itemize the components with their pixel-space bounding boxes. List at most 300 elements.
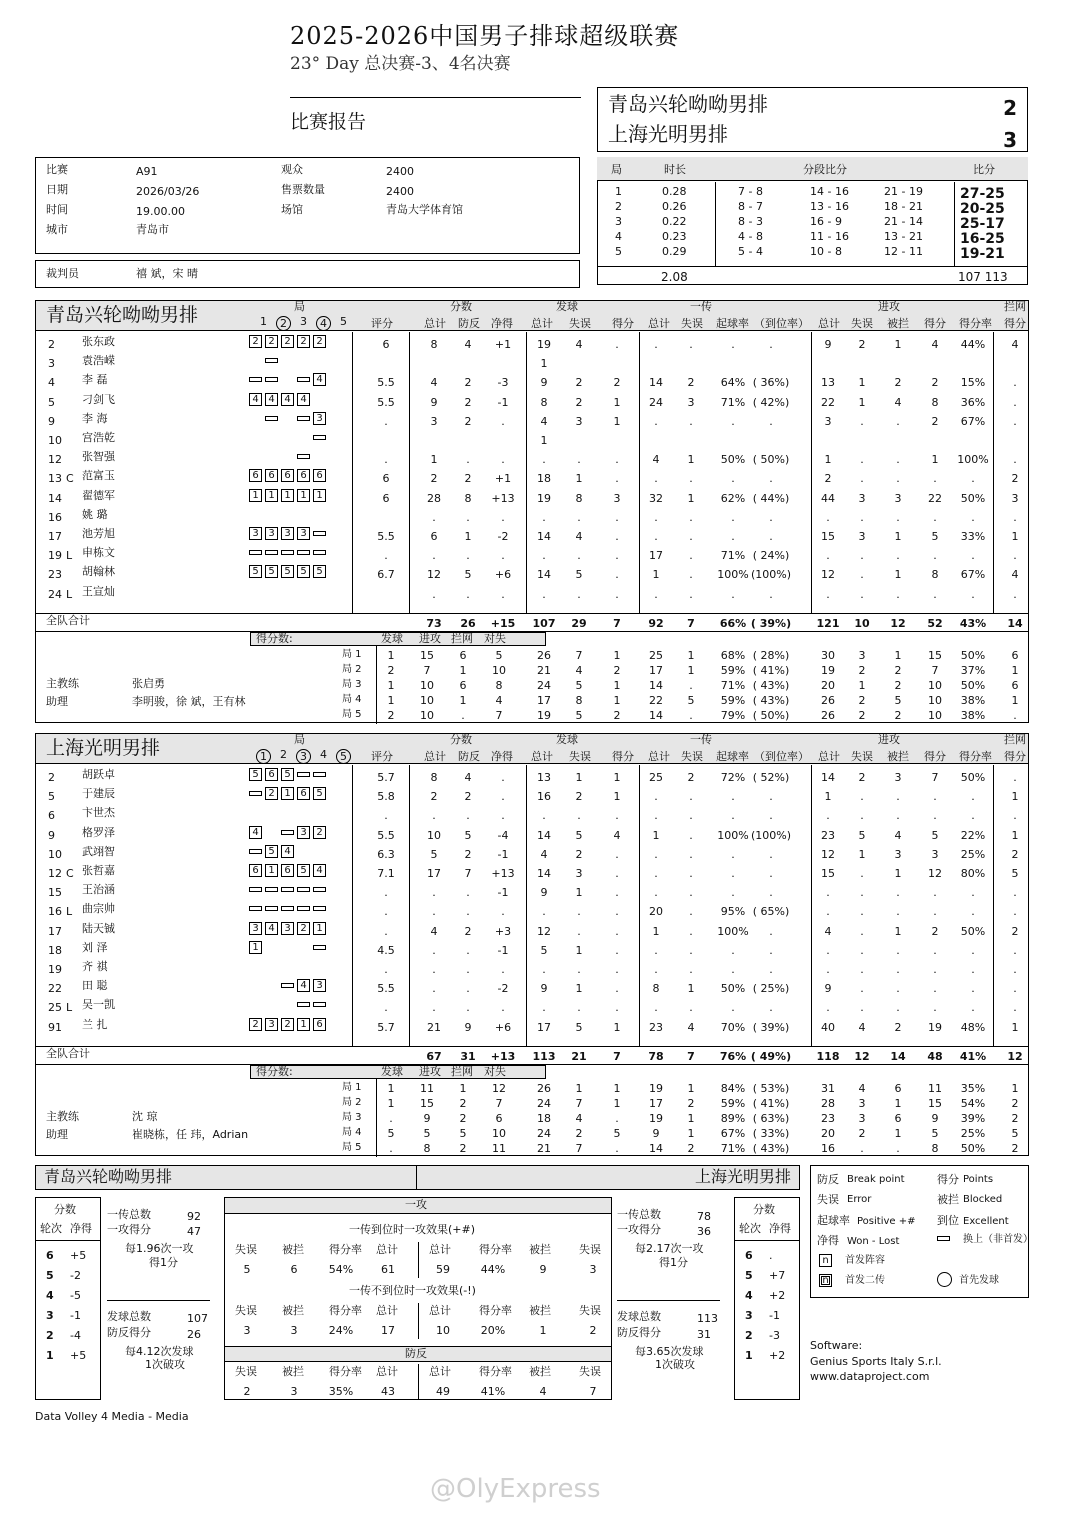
stat-bp-pts: 31: [697, 1328, 711, 1341]
total-at: 118: [816, 1050, 840, 1063]
stat-at: .: [826, 587, 830, 601]
stat-ab: .: [896, 982, 900, 996]
stat-bp: 2: [464, 847, 472, 861]
stat-sp: .: [615, 982, 619, 996]
set-partial-2: 10 - 8: [810, 245, 842, 258]
stat-at: 23: [821, 828, 835, 842]
stat-rt: 23: [649, 1020, 663, 1034]
set-stat-rpos: 59%: [720, 1097, 746, 1110]
stat-st: .: [542, 510, 546, 524]
total-sp: 7: [613, 1050, 621, 1063]
software-url: www.dataproject.com: [810, 1370, 930, 1383]
total-pt: 67: [426, 1050, 442, 1063]
legend-starter: 首发阵容: [845, 1255, 885, 1266]
label-spectators: 观众: [281, 163, 303, 176]
set-number-head: 3: [300, 315, 307, 328]
stat-bk: .: [1013, 395, 1017, 409]
player-name: 张东政: [82, 335, 115, 348]
set-partial-2: 14 - 16: [810, 185, 849, 198]
stat-st: 1: [540, 357, 548, 371]
player-number: 18: [48, 943, 62, 957]
assistant-label: 助理: [46, 1128, 68, 1141]
rotation-net: -2: [70, 1269, 81, 1282]
set-stat-se: 7: [575, 1142, 583, 1155]
sub-marker-icon: [313, 772, 326, 777]
total-se: 29: [571, 617, 587, 630]
set-stat-st: 26: [537, 649, 551, 662]
player-role: C: [66, 472, 74, 486]
stat-net: .: [501, 587, 505, 601]
set-opp-err: 5: [495, 649, 503, 662]
set-score: 27-25: [960, 186, 1005, 202]
stat-rt: .: [654, 943, 658, 957]
fa-value: 35%: [328, 1385, 354, 1398]
stat-bp: 2: [464, 790, 472, 804]
assistant-names: 崔晓栋，任 玮，Adrian: [132, 1128, 249, 1141]
stat-at: 44: [821, 491, 835, 505]
starting-position-box: 1: [249, 941, 262, 954]
starting-position-box: 5: [249, 768, 262, 781]
legend-setter: 首发二传: [845, 1275, 885, 1286]
player-number: 17: [48, 530, 62, 543]
set-stat-sp: 1: [613, 679, 621, 692]
player-sets: [249, 354, 329, 370]
stat-bp: 7: [464, 867, 472, 880]
head-rc-err: 失误: [681, 317, 703, 330]
fa-value: 41%: [480, 1385, 506, 1398]
set-block-pts: 6: [459, 679, 467, 692]
fa-head: 失误: [235, 1365, 257, 1378]
sub-marker-icon: [281, 887, 294, 892]
rotation-number: 3: [745, 1309, 753, 1322]
stat-ae: .: [860, 510, 864, 524]
total-rt: 78: [648, 1050, 664, 1063]
page-subtitle: 23° Day 总决赛-3、4名决赛: [290, 54, 511, 74]
stat-ap: 12: [928, 867, 942, 880]
stat-r: 5.7: [377, 1020, 395, 1034]
points-head-serve: 发球: [381, 1065, 403, 1078]
set-block-pts: 1: [459, 664, 467, 677]
stat-bp: 2: [464, 924, 472, 938]
stat-rpos: .: [731, 1001, 735, 1015]
player-sets: [249, 469, 329, 482]
set-empty: [281, 960, 294, 973]
set-stat-sp: 1: [613, 649, 621, 662]
head-at-pts: 得分: [924, 750, 946, 763]
head-attack: 进攻: [878, 733, 900, 746]
set-duration: 0.22: [662, 215, 687, 228]
set-stat-rpos: 59%: [720, 694, 746, 707]
stat-ap: .: [933, 963, 937, 976]
set-empty: [249, 998, 262, 1011]
set-stat-rt: 9: [652, 1127, 660, 1140]
rotation-number: 1: [745, 1349, 753, 1362]
set-partial-3: 21 - 14: [884, 215, 923, 228]
fa-head: 总计: [429, 1304, 451, 1317]
set-serve-pts: 1: [387, 694, 395, 707]
player-name: 宫浩乾: [82, 431, 115, 444]
stat-ae: 2: [858, 338, 866, 351]
set-attack-pts: 11: [420, 1082, 434, 1095]
stat-st: 1: [540, 434, 548, 447]
points-head-attack: 进攻: [419, 632, 441, 645]
stat-rexc: .: [769, 809, 773, 823]
sets-head-partial: 分段比分: [803, 163, 847, 176]
starting-position-box: 6: [265, 469, 278, 482]
set-opp-err: 10: [492, 1127, 506, 1140]
starting-position-box: 1: [297, 1018, 310, 1031]
set-empty: [281, 450, 294, 463]
sub-marker-icon: [265, 416, 278, 421]
summary-team1: 青岛兴轮呦呦男排: [44, 1167, 173, 1186]
set-stat-apct: 37%: [960, 664, 986, 677]
set-stat-at: 20: [821, 679, 835, 692]
player-role: L: [66, 905, 73, 919]
sub-marker-icon: [313, 887, 326, 892]
stat-r: .: [384, 905, 388, 919]
stat-apct: 67%: [960, 414, 986, 428]
set-stat-st: 19: [537, 709, 551, 722]
player-name: 吴一凯: [82, 998, 115, 1012]
stat-ae: .: [860, 886, 864, 900]
set-empty: [281, 354, 294, 367]
stat-st: 9: [540, 982, 548, 996]
points-head-block: 拦网: [451, 1065, 473, 1078]
stat-rpos: 100%: [717, 568, 749, 582]
stat-fa-pts-label: 一攻得分: [617, 1223, 661, 1236]
set-empty: [265, 826, 278, 839]
stat-rt: .: [654, 530, 658, 543]
set-serve-pts: 5: [387, 1127, 395, 1140]
sub-marker-icon: [313, 906, 326, 911]
set-empty: [249, 354, 262, 367]
set-score: 20-25: [960, 201, 1005, 217]
stat-net: +6: [494, 568, 512, 582]
stat-ab: 1: [894, 338, 902, 351]
stat-rexc: ( 25%): [752, 982, 790, 996]
stat-net: +1: [494, 338, 512, 351]
fa-head: 被拦: [282, 1365, 304, 1378]
set-stat-ab: .: [896, 1142, 900, 1155]
stat-bk: 4: [1011, 338, 1019, 351]
watermark: @OlyExpress: [430, 1474, 601, 1504]
fa-value: 49: [436, 1385, 450, 1398]
stat-ap: 8: [931, 568, 939, 582]
player-name: 刁剑飞: [82, 392, 115, 406]
set-block-pts: 1: [459, 1082, 467, 1095]
stat-re: .: [689, 809, 693, 823]
player-row: [36, 488, 1028, 510]
total-pt: 73: [426, 617, 442, 630]
set-number-head: 4: [320, 748, 327, 761]
sub-marker-icon: [249, 849, 262, 854]
player-row: [36, 565, 1028, 586]
set-stat-ae: 2: [858, 664, 866, 677]
head-at-err: 失误: [851, 317, 873, 330]
stat-bp-ratio: 每3.65次发球: [635, 1345, 704, 1358]
stat-bk: .: [1013, 886, 1017, 900]
set-opp-err: 12: [492, 1082, 506, 1095]
stat-r: 6: [382, 472, 390, 486]
set-empty: [297, 941, 310, 954]
sub-marker-icon: [313, 550, 326, 555]
stat-ae: .: [860, 905, 864, 919]
set-number: 2: [615, 200, 622, 213]
stat-bp: 1: [464, 530, 472, 543]
set-stat-st: 24: [537, 1127, 551, 1140]
player-number: 13: [48, 472, 62, 486]
footer-text: Data Volley 4 Media - Media: [35, 1410, 189, 1423]
stat-at: 3: [824, 414, 832, 428]
set-serve-pts: 2: [387, 664, 395, 677]
value-match: A91: [136, 165, 158, 178]
legend-net-en: Won - Lost: [847, 1236, 900, 1247]
head-pt-net: 净得: [491, 317, 513, 330]
value-time: 19.00.00: [136, 205, 185, 218]
fa-title: 一攻: [405, 1198, 427, 1211]
stat-bk: .: [1013, 376, 1017, 390]
sub-marker-icon: [265, 550, 278, 555]
stat-st: .: [542, 809, 546, 823]
stat-ae: .: [860, 943, 864, 957]
stat-rexc: (100%): [750, 568, 792, 582]
stat-r: .: [384, 549, 388, 563]
set-stat-sp: 2: [613, 664, 621, 677]
stat-at: 12: [821, 847, 835, 861]
player-sets: [249, 546, 329, 559]
stat-ae: 5: [858, 828, 866, 842]
stat-at: .: [826, 886, 830, 900]
sub-marker-icon: [313, 1002, 326, 1007]
stat-rexc: ( 52%): [752, 771, 790, 784]
set-stat-bk: 2: [1011, 1097, 1019, 1110]
player-row: [36, 584, 1028, 606]
set-stat-rexc: ( 63%): [752, 1112, 790, 1125]
stat-sp: 4: [613, 828, 621, 842]
stat-st: 18: [537, 472, 551, 486]
set-partial-3: 21 - 19: [884, 185, 923, 198]
fa-negative-label: 一传不到位时一攻效果(-!): [349, 1284, 476, 1297]
legend-pts: 得分: [937, 1173, 959, 1186]
set-row-label: 局 5: [342, 1142, 362, 1153]
sub-marker-icon: [265, 358, 278, 363]
stat-ab: .: [896, 905, 900, 919]
player-sets: [249, 393, 329, 409]
stat-apct: .: [971, 587, 975, 601]
set-stat-rpos: 84%: [720, 1082, 746, 1095]
stat-se: .: [577, 453, 581, 467]
stat-pt: .: [432, 982, 436, 996]
set-serve-pts: 2: [387, 709, 395, 722]
stat-rec-total: 78: [697, 1210, 711, 1223]
team-total-label: 全队合计: [46, 1047, 90, 1060]
stat-rpos: .: [731, 809, 735, 823]
coach-name: 沈 琼: [132, 1110, 158, 1123]
starting-position-box: 1: [265, 864, 278, 877]
sub-marker-icon: [297, 377, 310, 382]
sets-total-points: 107 113: [958, 270, 1008, 284]
set-number-head: 2: [276, 316, 291, 331]
player-row: [36, 527, 1028, 548]
stat-re: 1: [687, 453, 695, 467]
set-stat-apct: 35%: [960, 1082, 986, 1095]
stat-apct: .: [971, 905, 975, 919]
stat-at: 12: [821, 568, 835, 582]
player-row: [36, 806, 1028, 827]
rotation-box: [734, 1197, 800, 1400]
stat-pt: .: [432, 905, 436, 919]
head-sv-total: 总计: [531, 317, 553, 330]
stat-bk: 5: [1011, 867, 1019, 880]
stat-re: .: [689, 338, 693, 351]
head-pt-net: 净得: [491, 750, 513, 763]
stat-ab: 1: [894, 568, 902, 582]
set-partial-1: 8 - 7: [738, 200, 763, 213]
player-number: 4: [48, 376, 55, 390]
stat-ap: 22: [928, 491, 942, 505]
set-stat-rt: 25: [649, 649, 663, 662]
stat-ab: .: [896, 587, 900, 601]
player-sets: [249, 508, 329, 524]
starting-position-box: 2: [265, 335, 278, 348]
set-duration: 0.28: [662, 185, 687, 198]
set-stat-ap: 10: [928, 709, 942, 722]
sub-marker-icon: [297, 772, 310, 777]
set-stat-ab: 2: [894, 709, 902, 722]
stat-re: .: [689, 905, 693, 919]
stat-ae: .: [860, 568, 864, 582]
stat-ap: .: [933, 1001, 937, 1015]
fa-value: 2: [589, 1324, 597, 1337]
stat-se: .: [577, 1001, 581, 1015]
stat-rt: 1: [652, 924, 660, 938]
stat-at: 14: [821, 771, 835, 784]
stat-pt: 5: [430, 847, 438, 861]
head-sv-err: 失误: [569, 317, 591, 330]
player-sets: [249, 489, 329, 502]
stat-apct: 100%: [957, 453, 989, 467]
set-partial-1: 4 - 8: [738, 230, 763, 243]
set-empty: [313, 393, 326, 406]
set-stat-ae: 3: [858, 1097, 866, 1110]
stat-at: 2: [824, 472, 832, 486]
stat-pt: .: [432, 809, 436, 823]
set-stat-ab: 6: [894, 1082, 902, 1095]
fa-head: 被拦: [282, 1243, 304, 1256]
set-empty: [313, 585, 326, 598]
sub-marker-icon: [313, 531, 326, 536]
set-stat-ap: 11: [928, 1082, 942, 1095]
starting-position-box: 3: [249, 527, 262, 540]
fa-positive-label: 一传到位时一攻效果(+#): [349, 1223, 476, 1236]
player-sets: [249, 373, 329, 389]
fa-head: 得分率: [329, 1365, 362, 1378]
total-apct: 41%: [959, 1050, 987, 1063]
stat-at: .: [826, 510, 830, 524]
head-at-err: 失误: [851, 750, 873, 763]
stat-re: .: [689, 530, 693, 543]
set-stat-bk: .: [1013, 709, 1017, 722]
stat-ap: .: [933, 809, 937, 823]
total-rexc: ( 39%): [750, 617, 792, 630]
stat-se: 2: [575, 847, 583, 861]
player-row: [36, 844, 1028, 866]
stat-st: 9: [540, 886, 548, 900]
set-stat-ap: 5: [931, 1127, 939, 1140]
total-net: +13: [490, 1050, 516, 1063]
set-number-head: 2: [280, 748, 287, 761]
set-block-pts: 1: [459, 694, 467, 707]
stat-sp: 1: [613, 1020, 621, 1034]
legend-blk-en: Blocked: [963, 1194, 1003, 1205]
stat-bp: 2: [464, 472, 472, 486]
stat-net: -1: [497, 886, 509, 900]
set-stat-se: 4: [575, 1112, 583, 1125]
stat-bp-ratio-2: 1次破攻: [145, 1358, 185, 1371]
set-row-label: 局 3: [342, 679, 362, 690]
stat-pt: 9: [430, 395, 438, 409]
set-partial-3: 13 - 21: [884, 230, 923, 243]
fa-value: 7: [589, 1385, 597, 1398]
stat-sp: .: [615, 867, 619, 880]
set-stat-sp: .: [615, 1142, 619, 1155]
head-at-blk: 被拦: [887, 317, 909, 330]
stat-ab: .: [896, 510, 900, 524]
starting-position-box: 1: [313, 489, 326, 502]
stat-r: 6.7: [377, 568, 395, 582]
head-rc-err: 失误: [681, 750, 703, 763]
stat-apct: 33%: [960, 530, 986, 543]
stat-rt: .: [654, 886, 658, 900]
player-name: 李 磊: [82, 373, 108, 387]
stat-bk: .: [1013, 809, 1017, 823]
set-stat-sp: .: [615, 1112, 619, 1125]
stat-fa-pts: 47: [187, 1225, 201, 1238]
stat-apct: 25%: [960, 847, 986, 861]
set-stat-rexc: ( 53%): [752, 1082, 790, 1095]
rotation-number: 4: [745, 1289, 753, 1302]
stat-rpos: .: [731, 790, 735, 804]
set-stat-apct: 50%: [960, 1142, 986, 1155]
fa-head: 总计: [429, 1365, 451, 1378]
stat-net: .: [501, 453, 505, 467]
set-empty: [313, 508, 326, 521]
fa-head: 被拦: [529, 1243, 551, 1256]
value-spectators: 2400: [386, 165, 414, 178]
starting-position-box: 4: [265, 922, 278, 935]
head-rc-pos: 起球率: [716, 750, 749, 763]
stat-net: .: [501, 963, 505, 976]
set-stat-sp: 1: [613, 694, 621, 707]
stat-se: 5: [575, 568, 583, 582]
stat-apct: .: [971, 790, 975, 804]
set-attack-pts: 5: [423, 1127, 431, 1140]
player-row: [36, 940, 1028, 962]
player-number: 91: [48, 1020, 62, 1034]
set-stat-apct: 38%: [960, 709, 986, 722]
stat-re: .: [689, 963, 693, 976]
sets-head-score: 比分: [973, 163, 995, 176]
stat-pt: 6: [430, 530, 438, 543]
set-empty: [281, 431, 294, 444]
set-score: 16-25: [960, 231, 1005, 247]
player-sets: [249, 431, 329, 447]
player-sets: [249, 787, 329, 800]
points-head-opp-err: 对失: [484, 632, 506, 645]
stat-net: .: [501, 414, 505, 428]
set-row-label: 局 4: [342, 694, 362, 705]
set-partial-1: 7 - 8: [738, 185, 763, 198]
